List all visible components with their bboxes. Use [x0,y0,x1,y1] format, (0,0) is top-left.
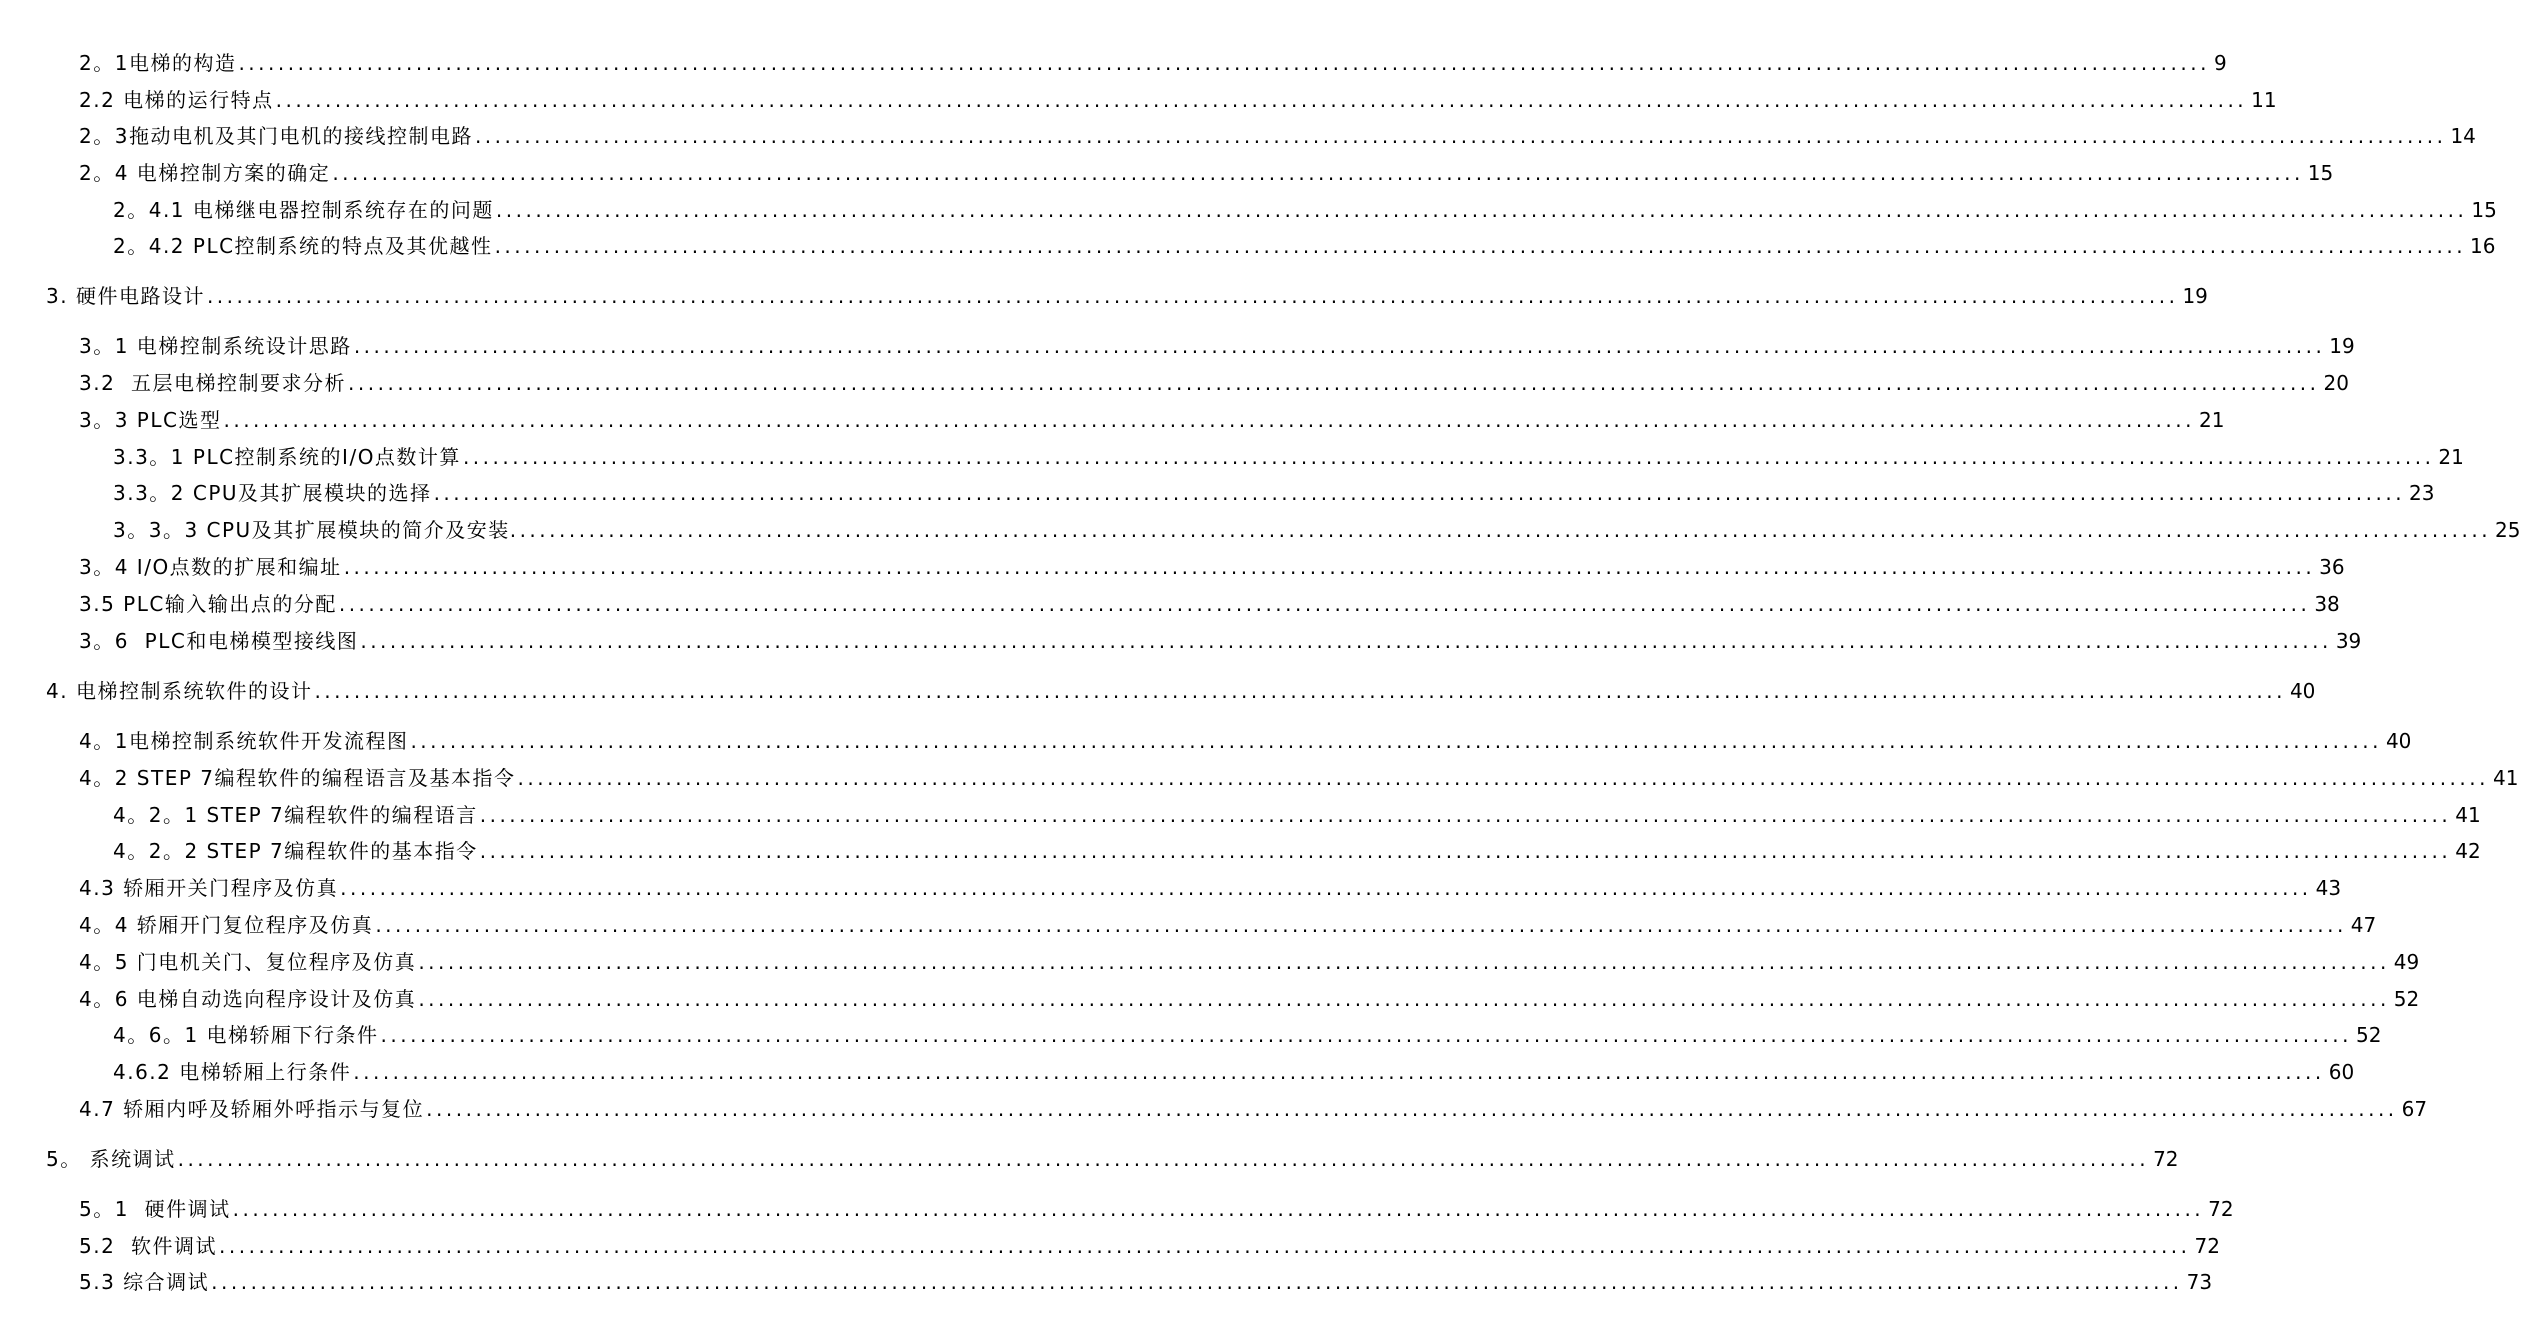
toc-dot-leader: ........................................................................................................................................................................................................ [462,445,2435,469]
toc-dot-leader: ........................................................................................................................................................................................................ [360,629,2332,653]
toc-entry-title: 5。 系统调试 [46,1147,176,1171]
toc-page-number: 23 [2409,481,2435,505]
toc-page-number: 36 [2319,555,2345,579]
toc-entry-title: 2。3拖动电机及其门电机的接线控制电路 [79,124,473,148]
toc-entry[interactable] [79,1094,2428,1124]
toc-entry-title: 4。6 电梯自动选向程序设计及仿真 [79,987,417,1011]
toc-dot-leader: ........................................................................................................................................................................................................ [275,88,2248,112]
toc-page-number: 52 [2393,987,2420,1011]
toc-entry[interactable] [79,1194,2234,1224]
toc-entry-title: 3.3。1 PLC控制系统的I/O点数计算 [113,445,461,469]
toc-page-number: 14 [2450,124,2476,148]
toc-dot-leader: ........................................................................................................................................................................................................ [380,1023,2353,1047]
toc-entry-title: 4。2 STEP 7编程软件的编程语言及基本指令 [79,766,516,790]
toc-dot-leader: ........................................................................................................................................................................................................ [223,408,2195,432]
toc-entry[interactable] [79,726,2412,756]
toc-entry[interactable] [79,552,2345,582]
toc-dot-leader: ........................................................................................................................................................................................................ [410,729,2382,753]
toc-entry-title: 5.3 综合调试 [79,1270,210,1294]
toc-entry-title: 2.2 电梯的运行特点 [79,88,274,112]
toc-entry-title: 3。6 PLC和电梯模型接线图 [79,629,359,653]
toc-dot-leader: ........................................................................................................................................................................................................ [332,161,2304,185]
toc-dot-leader: ........................................................................................................................................................................................................ [211,1270,2183,1294]
toc-page-number: 15 [2307,161,2334,185]
toc-dot-leader: ........................................................................................................................................................................................................ [474,124,2447,148]
toc-entry[interactable] [79,910,2377,940]
toc-page-number: 60 [2328,1060,2355,1084]
toc-entry[interactable] [79,85,2277,115]
toc-page-number: 72 [2208,1197,2234,1221]
toc-entry[interactable] [79,947,2420,977]
toc-page-number: 15 [2471,198,2497,222]
toc-page-number: 19 [2329,334,2355,358]
toc-entry-title: 3。4 I/O点数的扩展和编址 [79,555,342,579]
toc-dot-leader: ........................................................................................................................................................................................................ [375,913,2347,937]
toc-entry-title: 4。2。1 STEP 7编程软件的编程语言 [113,803,478,827]
toc-entry-title: 2。4.1 电梯继电器控制系统存在的问题 [113,198,494,222]
toc-entry[interactable] [79,873,2342,903]
toc-dot-leader: ........................................................................................................................................................................................................ [348,371,2320,395]
toc-dot-leader: ........................................................................................................................................................................................................ [418,987,2390,1011]
toc-page-number: 20 [2323,371,2349,395]
toc-dot-leader: ........................................................................................................................................................................................................ [340,876,2312,900]
toc-page-number: 40 [2385,729,2412,753]
toc-entry[interactable] [113,1057,2355,1087]
toc-entry[interactable] [79,984,2420,1014]
toc-page-number: 40 [2289,679,2316,703]
toc-entry[interactable] [79,405,2225,435]
toc-entry-title: 3. 硬件电路设计 [46,284,205,308]
toc-page-number: 21 [2438,445,2464,469]
toc-dot-leader: ........................................................................................................................................................................................................ [479,839,2452,863]
toc-page-number: 73 [2186,1270,2213,1294]
toc-entry[interactable] [79,763,2519,793]
toc-entry[interactable] [113,231,2496,261]
toc-entry-title: 4。4 轿厢开门复位程序及仿真 [79,913,374,937]
toc-entry[interactable] [79,1231,2220,1261]
toc-entry[interactable] [79,158,2334,188]
toc-entry[interactable] [113,800,2481,830]
toc-entry-title: 2。4 电梯控制方案的确定 [79,161,331,185]
toc-entry[interactable] [46,281,2208,311]
toc-dot-leader: ........................................................................................................................................................................................................ [519,518,2492,542]
toc-entry-title: 4.3 轿厢开关门程序及仿真 [79,876,339,900]
toc-page-number: 42 [2455,839,2481,863]
toc-entry[interactable] [79,121,2476,151]
toc-entry[interactable] [113,836,2481,866]
toc-page-number: 52 [2356,1023,2382,1047]
toc-page-number: 67 [2401,1097,2428,1121]
toc-page-number: 16 [2470,234,2496,258]
toc-entry-title: 5。1 硬件调试 [79,1197,231,1221]
toc-dot-leader: ........................................................................................................................................................................................................ [343,555,2316,579]
toc-entry-title: 3.2 五层电梯控制要求分析 [79,371,347,395]
toc-entry[interactable] [79,589,2340,619]
toc-dot-leader: ........................................................................................................................................................................................................ [177,1147,2150,1171]
toc-entry-title: 4。1电梯控制系统软件开发流程图 [79,729,409,753]
toc-entry-title: 4. 电梯控制系统软件的设计 [46,679,313,703]
toc-entry-title: 3.3。2 CPU及其扩展模块的选择 [113,481,432,505]
toc-entry[interactable] [113,478,2435,508]
toc-dot-leader: ........................................................................................................................................................................................................ [206,284,2179,308]
toc-entry[interactable] [79,48,2227,78]
toc-dot-leader: ........................................................................................................................................................................................................ [353,1060,2325,1084]
toc-dot-leader: ........................................................................................................................................................................................................ [418,950,2390,974]
toc-dot-leader: ........................................................................................................................................................................................................ [338,592,2311,616]
toc-entry-title: 3.5 PLC输入输出点的分配 [79,592,337,616]
toc-page-number: 41 [2492,766,2519,790]
toc-dot-leader: ........................................................................................................................................................................................................ [494,234,2467,258]
toc-entry[interactable] [79,1267,2213,1297]
toc-page-number: 19 [2182,284,2208,308]
toc-dot-leader: ........................................................................................................................................................................................................ [517,766,2489,790]
toc-entry-title: 3。3。3 CPU及其扩展模块的简介及安装. [113,518,518,542]
toc-page-number: 47 [2350,913,2377,937]
toc-page-number: 38 [2314,592,2340,616]
toc-page-number: 72 [2194,1234,2220,1258]
toc-entry-title: 3。1 电梯控制系统设计思路 [79,334,352,358]
toc-page-number: 21 [2198,408,2225,432]
toc-dot-leader: ........................................................................................................................................................................................................ [479,803,2452,827]
toc-entry-title: 2。1电梯的构造 [79,51,237,75]
toc-entry-title: 4。2。2 STEP 7编程软件的基本指令 [113,839,478,863]
toc-dot-leader: ........................................................................................................................................................................................................ [426,1097,2398,1121]
toc-entry-title: 4。5 门电机关门、复位程序及仿真 [79,950,417,974]
toc-entry[interactable] [46,1144,2179,1174]
toc-page-number: 11 [2251,88,2277,112]
toc-page-number: 49 [2393,950,2420,974]
toc-entry[interactable] [79,331,2355,361]
toc-entry-title: 5.2 软件调试 [79,1234,218,1258]
toc-entry[interactable] [79,368,2349,398]
toc-entry[interactable] [79,626,2362,656]
toc-dot-leader: ........................................................................................................................................................................................................ [433,481,2406,505]
toc-dot-leader: ........................................................................................................................................................................................................ [219,1234,2191,1258]
toc-page-number: 25 [2495,518,2521,542]
toc-entry-title: 3。3 PLC选型 [79,408,222,432]
toc-page-number: 39 [2335,629,2362,653]
toc-entry[interactable] [113,195,2497,225]
toc-dot-leader: ........................................................................................................................................................................................................ [232,1197,2205,1221]
toc-entry-title: 4.7 轿厢内呼及轿厢外呼指示与复位 [79,1097,425,1121]
toc-page-number: 41 [2455,803,2481,827]
toc-page-number: 72 [2153,1147,2179,1171]
toc-entry-title: 4.6.2 电梯轿厢上行条件 [113,1060,352,1084]
toc-dot-leader: ........................................................................................................................................................................................................ [238,51,2210,75]
toc-entry[interactable] [46,676,2316,706]
toc-dot-leader: ........................................................................................................................................................................................................ [353,334,2326,358]
toc-page-number: 9 [2213,51,2227,75]
toc-dot-leader: ........................................................................................................................................................................................................ [314,679,2286,703]
toc-dot-leader: ........................................................................................................................................................................................................ [495,198,2468,222]
toc-page-number: 43 [2315,876,2342,900]
toc-entry[interactable] [113,442,2464,472]
toc-entry[interactable] [113,1020,2382,1050]
toc-entry-title: 2。4.2 PLC控制系统的特点及其优越性 [113,234,493,258]
toc-entry-title: 4。6。1 电梯轿厢下行条件 [113,1023,379,1047]
toc-entry[interactable] [113,515,2521,545]
